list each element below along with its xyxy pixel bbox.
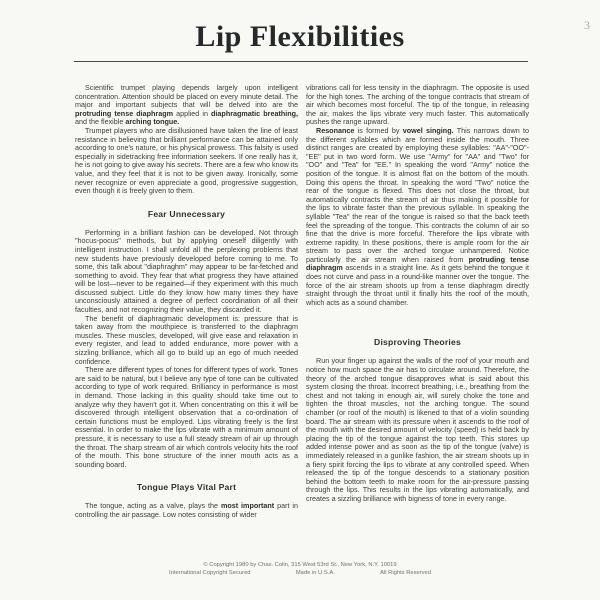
paragraph-tongue-valve <box>75 502 298 519</box>
text-segment: This narrows down to the different syllables which are formed inside the mouth. Three distinct ranges are created by employing these syllables: "AA"-"OO"-"EE" put in two word form. We use "Army" for "AA" and "Two" for "OO" and "Tea" for "EE." In speaking the word "Army" notice the position of the tongue. It is almost flat on the bottom of the mouth. Doing this opens the throat. In speaking the word "Two" notice the rear of the tongue is flexed. This does not close the throat, but automatically contracts the stream of air thus making it possible for the lips to vibrate faster than the previous syllable. In speaking the syllable "Tea" the rear of the tongue is raised so that the back teeth feel the spreading of the tongue. This contracts the column of air so fine that the drive is more forceful. Therefore the lips vibrate with extreme rapidity. In these positions, there is ample room for the air stream to pass over the arched tongue unhampered. Notice particularly the air stream when raised from <box>306 125 530 264</box>
footer-copyright-secured: International Copyright Secured <box>169 570 251 576</box>
text-columns <box>75 84 528 520</box>
text-segment: is formed by <box>354 125 403 135</box>
footer-made-in-usa: Made in U.S.A. <box>295 570 335 576</box>
section-heading-fear-unnecessary: Fear Unnecessary <box>147 208 226 219</box>
copyright-line: © Copyright 1980 by Chas. Colin, 315 West 53rd St., New York, N.Y. 10019 <box>203 562 397 568</box>
paragraph-performing: Performing in a brilliant fashion can be developed. Not through "hocus-pocus" methods, but by applying oneself diligently with intelligent instruction. I shall unfold all the perplexing problems that new students have previously developed before coming to me. To some, this talk about "diaphraghm" may appear to be far-fetched and something to avoid. They fear that what progress they have attained will be lost—never to be regained—if they experiment with this much discussed subject. Little do they know how many times they have unconsciously attained a degree of perfect coordination of all their faculties, and not recognizing their value, they discarded it. <box>75 227 298 315</box>
left-column <box>75 84 298 520</box>
text-segment: and the flexible <box>75 117 126 127</box>
paragraph-disillusioned: Trumpet players who are disillusioned have taken the line of least resistance in believing that brilliant performance can be attained only according to one's nature, or his physical prowess. This falsity is used especially in sidetracking free information seekers. If one really has it, he is not going to give away his secrets. There are a few who know its value, and they feel that it is not to be given away. Ironically, some never recognize or even appreciate a good, progressive suggestion, even though it is freely given to them. <box>75 125 298 196</box>
text-segment: Scientific trumpet playing depends largely upon intelligent concentration. Attention should be placed on every minute detail. The major and important subjects that will be delved into are the <box>75 83 298 110</box>
text-segment: ascends in a straight line. As it gets behind the tongue it does not curve and pass in a round-like manner over the tongue. The force of the air stream shoots up from a tense diaphragm directly straight through the throat until it finally hits the roof of the mouth, which acts as a sound chamber. <box>306 263 529 307</box>
paragraph-resonance <box>306 127 529 307</box>
bold-text-segment: Resonance <box>316 125 355 135</box>
text-segment: applied in <box>173 108 212 118</box>
paragraph-tone-types: There are different types of tones for different types of work. Tones are said to be natural, but I believe any type of tone can be cultivated according to type of work required. Brilliancy in performance is most in demand. Those lacking in this quality should take time out to analyze why they haven't got it. When concentrating on this it will be discovered through intelligent observation that a co-ordination of certain functions must be employed. Lips vibrating freely is the first essential. In order to make the lips vibrate with a minimum amount of pressure, it is necessary to use a full steady stream of air up through the throat. The sharp stream of air which controls velocity hits the roof of the mouth. This bone structure of the inner mouth acts as a sounding board. <box>75 365 298 469</box>
paragraph-vibrations: vibrations call for less tensity in the diaphragm. The opposite is used for the high tones. The arching of the tongue contracts that stream of air which becomes most forceful. The tip of the tongue, in releasing the air, makes the lips vibrate very much faster. This automatically pushes the range upward. <box>306 83 529 127</box>
paragraph-intro <box>75 84 298 127</box>
footer-row <box>169 570 431 577</box>
page-number: 3 <box>584 18 590 32</box>
bold-text-segment: vowel singing. <box>402 125 454 135</box>
page-title: Lip Flexibilities <box>195 20 405 53</box>
bold-text-segment: protruding tense diaphragm <box>306 254 530 273</box>
right-column <box>306 84 529 520</box>
bold-text-segment: most important <box>220 501 275 511</box>
footer <box>0 562 600 577</box>
text-segment: part in controlling the air passage. Low notes consisting of wider <box>75 501 299 519</box>
bold-text-segment: diaphragmatic breathing, <box>211 108 298 118</box>
paragraph-disproving: Run your finger up against the walls of the roof of your mouth and notice how much space the air has to circulate around. Therefore, the theory of the arched tongue disapproves what is said about this system closing the throat. Incorrect breathing, i.e., breathing from the chest and not taking in enough air, will surely choke the tone and tighten the throat muscles, not the arching tongue. The sound chamber (or roof of the mouth) is likened to that of a violin sounding board. The air stream with its pressure when it ascends to the roof of the mouth with the desired amount of velocity (speed) is held back by placing the tip of the tongue against the top teeth. This stores up added intense power and as soon as the tip of the tongue (valve) is immediately released in a gunlike fashion, the air stream shoots up in a fiery spirit forcing the lips to vibrate at any controlled speed. When released the tip of the tongue descends to a stationary position behind the bottom teeth to make room for the air-pressure passing through the lips. This results in the lips vibrating automatically, and creates a sizzling brilliance with bigness of tone in every range. <box>306 356 529 503</box>
bold-text-segment: arching tongue. <box>125 117 180 127</box>
section-heading-disproving-theories: Disproving Theories <box>374 337 461 348</box>
bold-text-segment: protruding tense diaphragm <box>75 108 174 118</box>
section-heading-tongue-vital: Tongue Plays Vital Part <box>136 482 237 493</box>
title-rule <box>74 61 528 62</box>
text-segment: The tongue, acting as a valve, plays the <box>85 501 221 511</box>
paragraph-benefit: The benefit of diaphragmatic development is: pressure that is taken away from the mouthpiece is transferred to the diaphragm muscles. These muscles, developed, will give ease and relaxation in every register, and lead to added endurance, more power with a sizzling brilliance, which all go to build up an ego of much needed confidence. <box>75 313 298 366</box>
footer-rights-reserved: All Rights Reserved <box>380 570 431 576</box>
